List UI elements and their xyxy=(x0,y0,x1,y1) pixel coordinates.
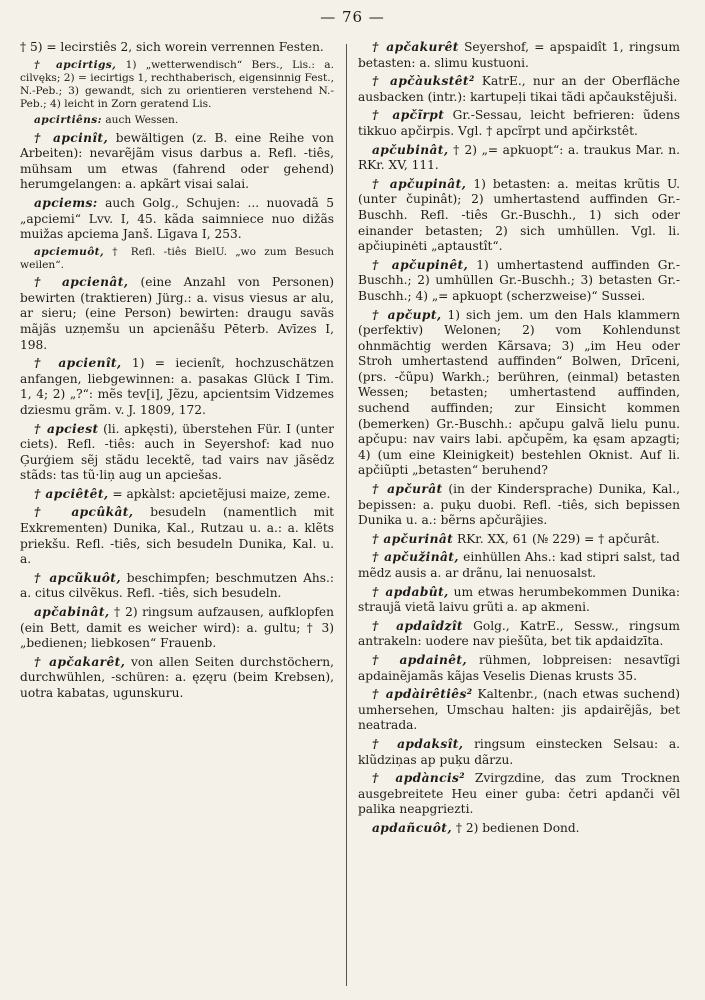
entry-headword: † apcûkât, xyxy=(34,505,134,520)
entry-text: (in der Kindersprache) Dunika, Kal., bepissen: a. puķu duobi. Refl. -tiês, sich bepissen Dunika u. a.: bẽrns apčurãjies. xyxy=(358,482,680,528)
entry-headword: apciems: xyxy=(34,195,98,210)
dictionary-entry xyxy=(358,737,680,768)
entry-text: 1) „wetterwendisch“ Bers., Lis.: a. cilvęks; 2) = iecirtigs 1, rechthaberisch, eigensinnig Fest., N.-Peb.; 3) gewandt, sich zu orientieren verstehend N.-Peb.; 4) leicht in Zorn geratend Lis. xyxy=(20,58,334,111)
entry-text: von allen Seiten durchstöchern, durchwühlen, -schüren: a. ęzęru (beim Krebsen), uotra kabatas, ugunskuru. xyxy=(20,654,334,701)
entry-headword: † apčĩrpt xyxy=(372,108,445,123)
dictionary-entry xyxy=(20,655,334,702)
dictionary-entry xyxy=(358,177,680,255)
dictionary-entry xyxy=(20,114,334,127)
dictionary-entry xyxy=(20,505,334,567)
page-number: — 76 — xyxy=(320,8,385,26)
entry-text: einhüllen Ahs.: kad stipri salst, tad mẽdz ausis a. ar drãnu, lai nenuosalst. xyxy=(358,550,680,580)
entry-text: beschimpfen; beschmutzen Ahs.: a. citus cilvẽkus. Refl. -tiês, sich besudeln. xyxy=(20,570,334,601)
dictionary-entry xyxy=(358,482,680,529)
entry-headword: † apčakurêt xyxy=(372,40,459,54)
entry-headword: † apcinît, xyxy=(34,130,109,145)
entry-headword: † apdàncis² xyxy=(372,771,465,786)
dictionary-entry xyxy=(20,40,334,56)
dictionary-entry xyxy=(358,74,680,105)
entry-headword: † apčužinât, xyxy=(372,550,459,565)
entry-headword: apdañcuôt, xyxy=(372,820,452,835)
dictionary-entry xyxy=(20,196,334,243)
dictionary-entry xyxy=(358,619,680,650)
entry-headword: † apciêtêt, xyxy=(34,486,109,501)
entry-text: † 2) bedienen Dond. xyxy=(451,820,580,835)
dictionary-entry xyxy=(358,258,680,305)
entry-text: ringsum einstecken Selsau: a. klũdziņas ap puķu dãrzu. xyxy=(358,736,680,767)
entry-text: † 2) „= apkuopt“: a. traukus Mar. n. RKr. XV, 111. xyxy=(358,142,680,173)
entry-headword: † apčupt, xyxy=(372,307,442,322)
entry-headword: † apdabût, xyxy=(372,584,449,599)
entry-text: 1) = iecienît, hochzuschätzen anfangen, liebgewinnen: a. pasakas Glück I Tim. 1, 4; 2) „?“: mẽs tev[i], Jẽzu, apcientsim Vidzemes dziesmu grãm. v. J. 1809, 172. xyxy=(20,356,334,417)
entry-headword: † apdaîdzît xyxy=(372,618,463,633)
entry-text: 1) betasten: a. meitas krũtis U. (unter čupinât); 2) umhertastend auffinden Gr.-Buschh. Refl. -tiês Gr.-Buschh., 1) sich oder einander betasten; 2) sich umhüllen. Vgl. li. apčiupinėti „aptaustît“. xyxy=(358,176,680,254)
entry-text: Golg., KatrE., Sessw., ringsum antrakeln: uodere nav piešũta, bet tik apdaidzīta. xyxy=(358,618,680,649)
dictionary-entry xyxy=(358,108,680,139)
dictionary-entry xyxy=(20,59,334,112)
entry-headword: † apčàukstêt² xyxy=(372,74,475,89)
entry-headword: † apcienât, xyxy=(34,275,129,290)
entry-text: rühmen, lobpreisen: nesavtĩgi apdainẽjamãs kãjas Veselis Dienas krusts 35. xyxy=(358,652,680,683)
entry-text: † 5) = lecirstiês 2, sich worein verrennen Festen. xyxy=(20,40,324,54)
entry-text: KatrE., nur an der Oberfläche ausbacken (intr.): kartupeļi tikai tãdi apčaukstẽjuši. xyxy=(358,74,680,104)
dictionary-entry xyxy=(20,422,334,484)
entry-text: bewältigen (z. B. eine Reihe von Arbeiten): nevarẽjãm visus darbus a. Refl. -tiês, mühsam um etwas (fahrend oder gehend) herumgelangen: a. apkãrt visai salai. xyxy=(20,130,334,192)
dictionary-entry xyxy=(358,550,680,581)
entry-headword: apčubinât, xyxy=(372,142,449,157)
entry-headword: † apdàirêtiês² xyxy=(372,687,473,702)
dictionary-entry xyxy=(358,821,680,837)
dictionary-entry xyxy=(20,605,334,652)
entry-text: Kaltenbr., (nach etwas suchend) umhersehen, Umschau halten: jis apdairẽjãs, bet neatrada. xyxy=(358,687,681,733)
entry-text: Seyershof, = apspaidît 1, ringsum betasten: a. slimu kustuoni. xyxy=(358,40,680,70)
entry-text: Zvirgzdine, das zum Trocknen ausgebreitete Heu einer guba: četri apdanči vẽl palika neapgriezti. xyxy=(358,771,681,817)
entry-text: (eine Anzahl von Personen) bewirten (traktieren) Jürg.: a. visus viesus ar alu, ar sieru; (eine Person) bewirten: draugu savãs mãjãs uzņemšu un apcienãšu Pēterb. Avīzes I, 198. xyxy=(20,275,334,352)
dictionary-entry xyxy=(20,131,334,193)
right-column xyxy=(358,40,680,840)
dictionary-entry xyxy=(20,487,334,503)
entry-headword: apciemuôt, xyxy=(34,245,105,258)
dictionary-entry xyxy=(20,246,334,272)
entry-headword: † apdaksît, xyxy=(372,736,464,751)
column-divider xyxy=(346,44,347,986)
entry-text: 1) sich jem. um den Hals klammern (perfektiv) Welonen; 2) vom Kohlendunst ohnmächtig werden Kãrsava; 3) „im Heu oder Stroh umhertastend auffinden“ Bolwen, Drīceni, (prs. -čũpu) Warkh.; berühren, (einmal) betasten Wessen; betasten; umhertastend auffinden, suchend auffinden; zur Einsicht kommen (bemerken) Gr.-Buschh.: apčupu galvã lielu punu. apčupu: nav vairs labi. apčupẽm, ka ęsam apzagti; 4) (um eine Kleinigkeit) bestehlen Oknist. Auf li. apčiũpti „betasten“ beruhend? xyxy=(358,307,681,478)
dictionary-entry xyxy=(20,275,334,353)
entry-text: besudeln (namentlich mit Exkrementen) Dunika, Kal., Rutzau u. a.: a. klẽts priekšu. Refl. -tiês, sich besudeln Dunika, Kal. u. a. xyxy=(20,505,334,567)
entry-text: Gr.-Sessau, leicht befrieren: ũdens tikkuo apčirpis. Vgl. † apcĩrpt und apčirkstêt. xyxy=(358,108,680,138)
dictionary-entry xyxy=(358,687,680,734)
entry-headword: † apčurinât xyxy=(372,531,454,546)
entry-text: auch Golg., Schujen: ... nuovadã 5 „apciemi“ Lvv. I, 45. kãda saimniece nuo dižãs muižas apciema Janš. Līgava I, 253. xyxy=(20,195,334,242)
dictionary-entry xyxy=(358,585,680,616)
entry-text: 1) umhertastend auffinden Gr.-Buschh.; 2) umhüllen Gr.-Buschh.; 3) betasten Gr.-Buschh.; 4) „= apkuopt (scherzweise)“ Sussei. xyxy=(358,257,681,303)
dictionary-entry xyxy=(358,653,680,684)
entry-text: auch Wessen. xyxy=(101,114,179,127)
dictionary-entry xyxy=(358,40,680,71)
entry-text: RKr. XX, 61 (№ 229) = † apčurât. xyxy=(453,531,660,546)
left-column xyxy=(20,40,334,705)
entry-text: = apkàlst: apcietẽjusi maize, zeme. xyxy=(108,486,331,501)
entry-headword: † apdainêt, xyxy=(372,652,468,667)
entry-text: (li. apkęsti), überstehen Für. I (unter ciets). Refl. -tiês: auch in Seyershof: kad nuo Ģurģiem sẽj stãdu lecektẽ, tad vairs nav jãsẽdz stãds: tas tũ·liņ aug un apciešas. xyxy=(20,421,334,483)
entry-headword: † apcũkuôt, xyxy=(34,570,121,585)
entry-headword: † apcirtigs, xyxy=(34,58,117,71)
entry-headword: † apčakarêt, xyxy=(34,654,126,669)
entry-headword: apcirtiêns: xyxy=(34,114,102,127)
dictionary-entry xyxy=(358,771,680,818)
dictionary-entry xyxy=(358,143,680,174)
dictionary-entry xyxy=(358,532,680,548)
entry-headword: † apciest xyxy=(34,421,99,436)
dictionary-entry xyxy=(20,571,334,602)
dictionary-entry xyxy=(358,308,680,480)
entry-headword: † apcienît, xyxy=(34,356,122,371)
entry-headword: † apčupinêt, xyxy=(372,257,469,272)
entry-text: † Refl. -tiês BielU. „wo zum Besuch weilen“. xyxy=(20,245,334,271)
entry-headword: † apčupinât, xyxy=(372,176,467,191)
entry-text: † 2) ringsum aufzausen, aufklopfen (ein Bett, damit es weicher wird): a. gultu; † 3) „bedienen; liebkosen“ Frauenb. xyxy=(20,605,334,651)
dictionary-entry xyxy=(20,356,334,418)
entry-headword: † apčurât xyxy=(372,482,443,497)
entry-headword: apčabinât, xyxy=(34,605,110,620)
entry-text: um etwas herumbekommen Dunika: straujã vietã laivu grũti a. ap akmeni. xyxy=(358,584,681,615)
